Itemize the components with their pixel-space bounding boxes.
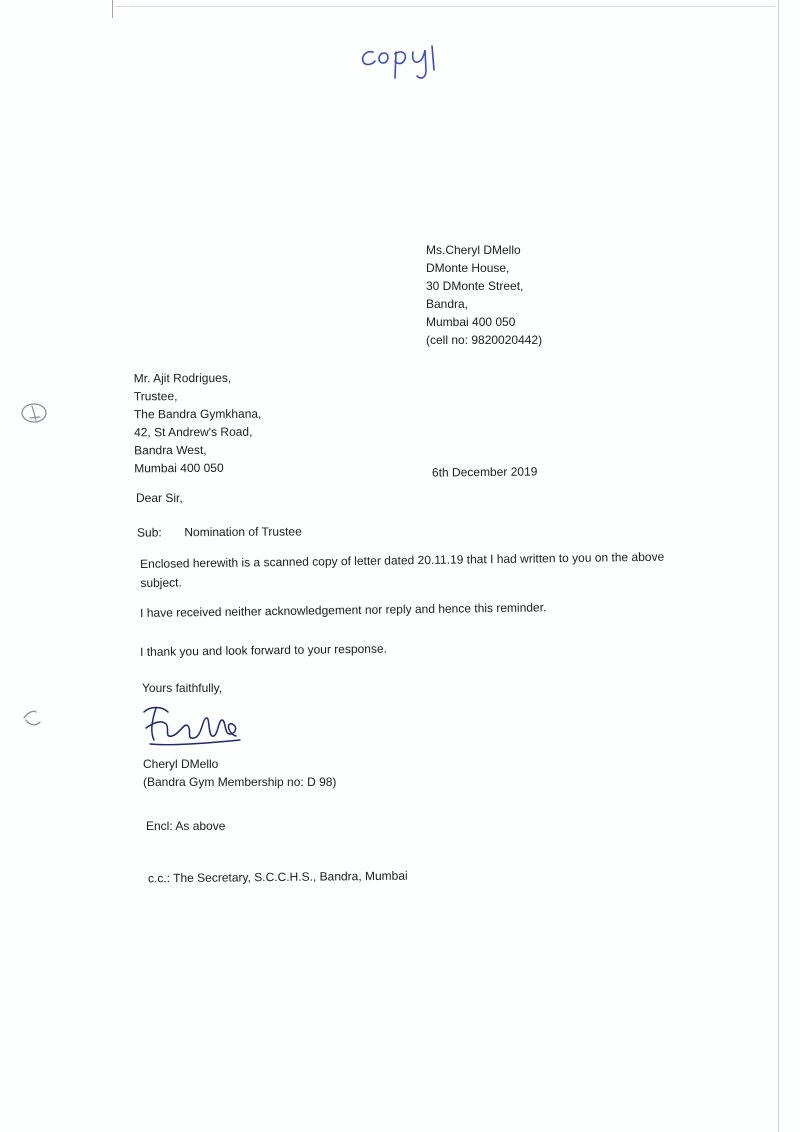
- margin-tick-mark-icon: [20, 706, 44, 728]
- sender-cell-number: (cell no: 9820020442): [426, 333, 543, 347]
- margin-circle-mark-icon: [18, 400, 52, 426]
- scan-top-edge: [115, 0, 775, 7]
- subject-line: [137, 523, 302, 541]
- body-paragraph-2: I have received neither acknowledgement nor reply and hence this reminder.: [140, 600, 547, 620]
- recipient-line: The Bandra Gymkhana,: [133, 406, 262, 422]
- letter-date: 6th December 2019: [431, 464, 538, 480]
- signature-icon: [140, 700, 250, 750]
- recipient-line: Mumbai 400 050: [134, 460, 224, 476]
- enclosure-note: Encl: As above: [146, 819, 226, 833]
- signatory-name: Cheryl DMello: [143, 757, 219, 771]
- recipient-line: Trustee,: [133, 389, 178, 404]
- scan-right-edge: [778, 0, 779, 1132]
- sender-name: Ms.Cheryl DMello: [426, 243, 521, 257]
- subject-text: Nomination of Trustee: [184, 524, 302, 540]
- subject-label: Sub:: [136, 525, 162, 540]
- sender-address-line: Bandra,: [426, 297, 469, 311]
- recipient-line: 42, St Andrew's Road,: [134, 424, 253, 440]
- salutation: Dear Sir,: [136, 491, 183, 505]
- sender-address-line: DMonte House,: [426, 261, 510, 275]
- signatory-membership: (Bandra Gym Membership no: D 98): [143, 775, 337, 789]
- closing: Yours faithfully,: [142, 681, 223, 695]
- recipient-name: Mr. Ajit Rodrigues,: [133, 370, 232, 386]
- scan-left-edge: [112, 0, 113, 18]
- recipient-line: Bandra West,: [134, 442, 207, 458]
- body-paragraph-3: I thank you and look forward to your response.: [140, 641, 388, 659]
- body-paragraph-1: Enclosed herewith is a scanned copy of letter dated 20.11.19 that I had written to you on the above subject.: [140, 549, 665, 590]
- cc-line: c.c.: The Secretary, S.C.C.H.S., Bandra, Mumbai: [147, 868, 408, 886]
- recipient-address-block: [134, 369, 262, 478]
- sender-address-line: Mumbai 400 050: [426, 315, 516, 329]
- copy-handwriting-icon: [355, 38, 445, 83]
- sender-address-line: 30 DMonte Street,: [426, 279, 524, 293]
- sender-address-block: [426, 241, 542, 349]
